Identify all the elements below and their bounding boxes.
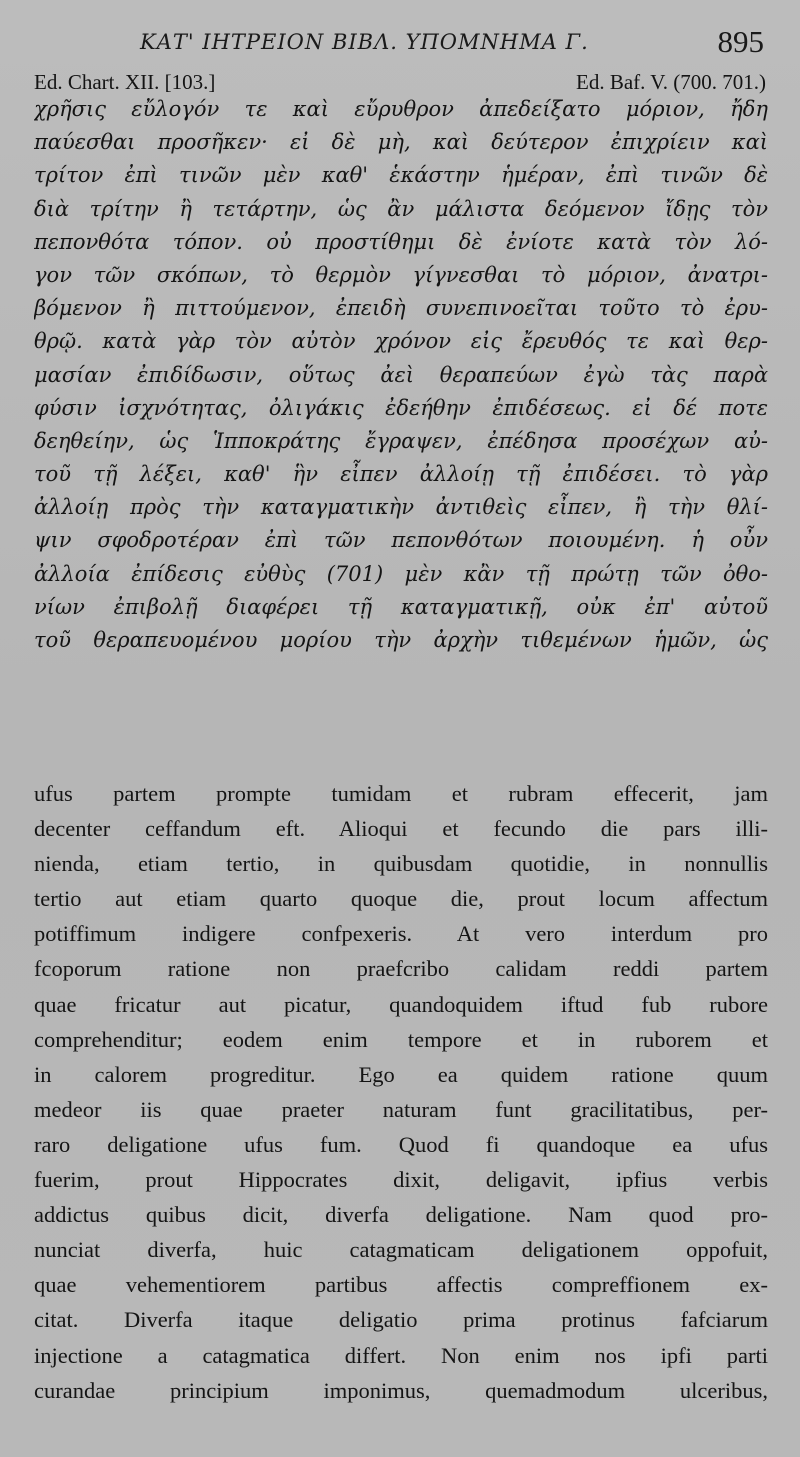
- latin-text-line: medeor iis quae praeter naturam funt gracilitatibus, per-: [34, 1096, 768, 1122]
- latin-text-line: nienda, etiam tertio, in quibusdam quotidie, in nonnullis: [34, 851, 768, 877]
- greek-text-line: νίων ἐπιβολῇ διαφέρει τῇ καταγματικῇ, οὐκ ἐπ' αὐτοῦ: [34, 594, 768, 619]
- latin-text-line: citat. Diverfa itaque deligatio prima protinus fafciarum: [34, 1307, 768, 1333]
- greek-text-line: φύσιν ἰσχνότητας, ὀλιγάκις ἐδεήθην ἐπιδέσεως. εἰ δέ ποτε: [34, 395, 768, 420]
- greek-text-line: ἀλλοίῃ πρὸς τὴν καταγματικὴν ἀντιθεὶς εἶπεν, ἢ τὴν θλί-: [34, 495, 768, 520]
- latin-text-line: fcoporum ratione non praefcribo calidam reddi partem: [34, 956, 768, 982]
- edition-reference-right: Ed. Baf. V. (700. 701.): [576, 70, 766, 94]
- greek-text-line: θρῷ. κατὰ γὰρ τὸν αὐτὸν χρόνον εἰς ἔρευθός τε καὶ θερ-: [34, 329, 768, 354]
- greek-text-line: διὰ τρίτην ἢ τετάρτην, ὡς ἂν μάλιστα δεόμενον ἴδῃς τὸν: [34, 196, 768, 221]
- latin-text-line: in calorem progreditur. Ego ea quidem ratione quum: [34, 1061, 768, 1087]
- latin-text-block: [34, 776, 768, 1408]
- greek-text-line: τρίτον ἐπὶ τινῶν μὲν καθ' ἑκάστην ἡμέραν, ἐπὶ τινῶν δὲ: [34, 163, 768, 188]
- greek-text-line: τοῦ τῇ λέξει, καθ' ἣν εἶπεν ἀλλοίῃ τῇ ἐπιδέσει. τὸ γὰρ: [34, 462, 768, 487]
- greek-text-line: δεηθείην, ὡς Ἱπποκράτης ἔγραψεν, ἐπέδησα προσέχων αὐ-: [34, 428, 768, 453]
- greek-text-line: πεπονθότα τόπον. οὐ προστίθημι δὲ ἐνίοτε κατὰ τὸν λό-: [34, 229, 768, 254]
- greek-text-line: γον τῶν σκόπων, τὸ θερμὸν γίγνεσθαι τὸ μόριον, ἀνατρι-: [34, 262, 768, 287]
- latin-text-line: decenter ceffandum eft. Alioqui et fecundo die pars illi-: [34, 816, 768, 842]
- greek-text-line: παύεσθαι προσῆκεν· εἰ δὲ μὴ, καὶ δεύτερον ἐπιχρίειν καὶ: [34, 130, 768, 155]
- latin-text-line: potiffimum indigere confpexeris. At vero interdum pro: [34, 921, 768, 947]
- latin-text-line: curandae principium imponimus, quemadmodum ulceribus,: [34, 1377, 768, 1403]
- latin-text-line: raro deligatione ufus fum. Quod fi quandoque ea ufus: [34, 1131, 768, 1157]
- greek-text-line: χρῆσις εὔλογόν τε καὶ εὔρυθρον ἀπεδείξατο μόριον, ἤδη: [34, 97, 768, 121]
- latin-text-line: tertio aut etiam quarto quoque die, prout locum affectum: [34, 886, 768, 912]
- latin-text-line: comprehenditur; eodem enim tempore et in ruborem et: [34, 1026, 768, 1052]
- latin-text-line: quae vehementiorem partibus affectis compreffionem ex-: [34, 1272, 768, 1298]
- greek-text-line: μασίαν ἐπιδίδωσιν, οὕτως ἀεὶ θεραπεύων ἐγὼ τὰς παρὰ: [34, 362, 768, 387]
- latin-text-line: nunciat diverfa, huic catagmaticam deligationem oppofuit,: [34, 1237, 768, 1263]
- greek-text-line: ἀλλοία ἐπίδεσις εὐθὺς (701) μὲν κἂν τῇ πρώτῃ τῶν ὀθο-: [34, 561, 768, 586]
- greek-text-block: [34, 93, 768, 657]
- greek-text-line: βόμενον ἢ πιττούμενον, ἐπειδὴ συνεπινοεῖται τοῦτο τὸ ἐρυ-: [34, 296, 768, 321]
- latin-text-line: ufus partem prompte tumidam et rubram effecerit, jam: [34, 781, 768, 806]
- latin-text-line: quae fricatur aut picatur, quandoquidem iftud fub rubore: [34, 991, 768, 1017]
- latin-text-line: fuerim, prout Hippocrates dixit, deligavit, ipfius verbis: [34, 1167, 768, 1193]
- latin-text-line: injectione a catagmatica differt. Non enim nos ipfi parti: [34, 1342, 768, 1368]
- greek-text-line: ψιν σφοδροτέραν ἐπὶ τῶν πεπονθότων ποιουμένη. ἡ οὖν: [34, 528, 768, 553]
- page-number: 895: [717, 24, 764, 59]
- latin-text-line: addictus quibus dicit, diverfa deligatione. Nam quod pro-: [34, 1202, 768, 1228]
- edition-reference-left: Ed. Chart. XII. [103.]: [34, 70, 216, 94]
- running-head: ΚΑΤ' ΙΗΤΡΕΙΟΝ ΒΙΒΛ. ΥΠΟΜΝΗΜΑ Γ.: [140, 30, 589, 54]
- greek-text-line: τοῦ θεραπευομένου μορίου τὴν ἀρχὴν τιθεμένων ἡμῶν, ὡς: [34, 628, 768, 652]
